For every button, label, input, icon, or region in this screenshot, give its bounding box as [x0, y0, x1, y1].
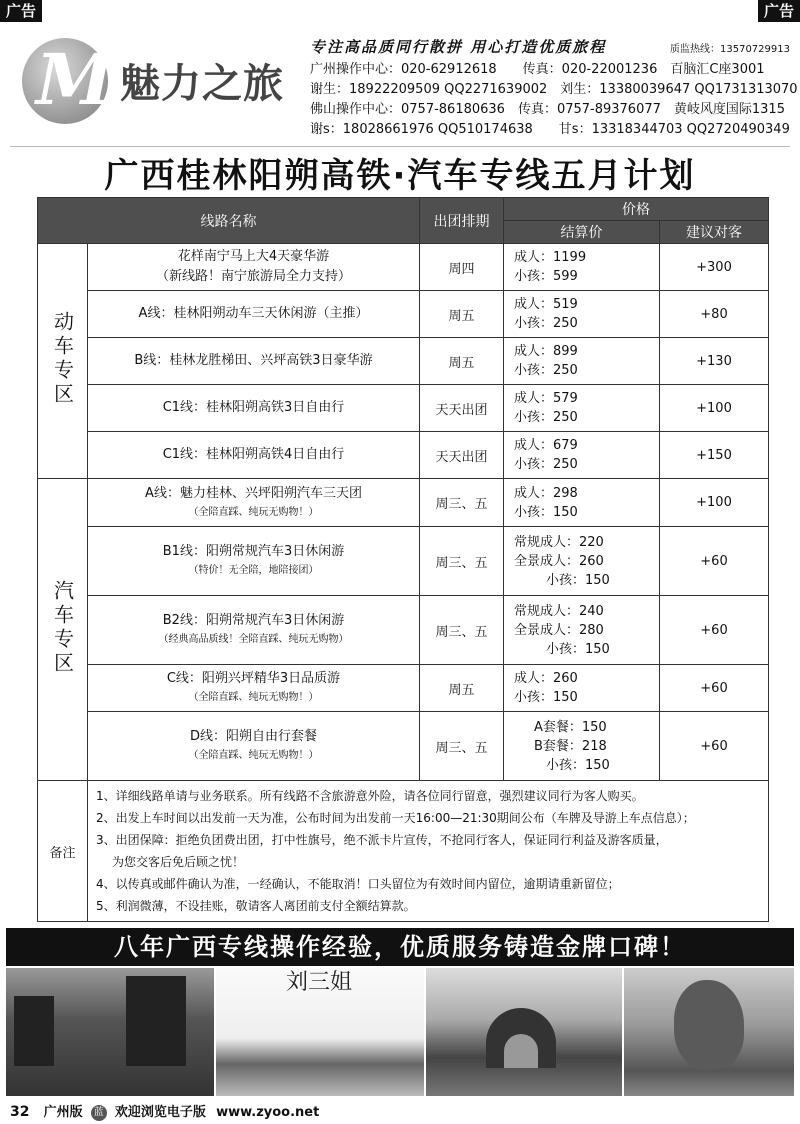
- price-line: B套餐：218: [534, 738, 607, 754]
- table-row: [38, 385, 769, 432]
- footer-url[interactable]: www.zyoo.net: [216, 1105, 320, 1120]
- price-line: 小孩：150: [514, 690, 578, 705]
- agency-header: [10, 28, 798, 147]
- suggest-cell: +60: [660, 527, 769, 596]
- table-row: [38, 527, 769, 596]
- route-title: C1线：桂林阳朔高铁4日自由行: [162, 447, 345, 462]
- arch-hole-shape: [504, 1034, 538, 1068]
- edition-badge: 蓝: [91, 1105, 107, 1121]
- price-line: A套餐：150: [534, 719, 607, 735]
- table-row: [38, 432, 769, 479]
- page-title: 广西桂林阳朔高铁·汽车专线五月计划: [104, 156, 696, 196]
- table-row: [38, 479, 769, 527]
- photo-old-street: [6, 968, 214, 1096]
- note-line: 5、利润微薄，不设挂账，敬请客人离团前支付全额结算款。: [96, 899, 416, 913]
- header-route: 线路名称: [38, 198, 420, 244]
- header-price: 价格: [504, 198, 769, 221]
- table-row: [38, 596, 769, 665]
- price-line: 成人：579: [514, 391, 578, 406]
- note-line: 为您交客后免后顾之忧！: [112, 855, 245, 869]
- suggest-cell: +150: [660, 432, 769, 479]
- promo-banner: 八年广西专线操作经验，优质服务铸造金牌口碑！: [6, 928, 794, 966]
- logo-letter: M: [36, 38, 114, 121]
- schedule-cell: 周三、五: [420, 596, 504, 665]
- header-schedule: 出团排期: [420, 198, 504, 244]
- route-note: （全陪直踩、纯玩无购物！）: [188, 506, 319, 518]
- notes-label: 备注: [38, 781, 88, 922]
- price-line: 小孩：150: [546, 641, 610, 657]
- schedule-cell: 周五: [420, 665, 504, 712]
- page-number: 32: [10, 1104, 30, 1120]
- route-title: 花样南宁马上大4天豪华游: [177, 249, 330, 264]
- table-row: [38, 712, 769, 781]
- price-line: 常规成人：240: [514, 603, 604, 619]
- contact-line: 佛山操作中心：0757-86180636 传真：0757-89376077 黄岐风度国际1315: [310, 102, 785, 117]
- price-line: 成人：519: [514, 297, 578, 312]
- price-line: 小孩：250: [514, 316, 578, 331]
- edition-label: 广州版: [43, 1105, 83, 1120]
- hotline: 质监热线：13570729913: [670, 44, 790, 55]
- schedule-cell: 天天出团: [420, 432, 504, 479]
- price-line: 成人：1199: [514, 250, 587, 265]
- note-line: 1、详细线路单请与业务联系。所有线路不含旅游意外险，请各位同行留意，强烈建议同行为客人购买。: [96, 789, 644, 803]
- schedule-cell: 周三、五: [420, 712, 504, 781]
- table-row: [38, 665, 769, 712]
- route-title: B线：桂林龙胜梯田、兴坪高铁3日豪华游: [134, 353, 373, 368]
- photo-liu-sanjie: [216, 968, 424, 1096]
- price-line: 小孩：599: [514, 269, 578, 284]
- route-title: B1线：阳朔常规汽车3日休闲游: [162, 544, 345, 559]
- contact-list: [310, 60, 798, 140]
- route-title: B2线：阳朔常规汽车3日休闲游: [162, 613, 345, 628]
- suggest-cell: +60: [660, 665, 769, 712]
- route-title: C线：阳朔兴坪精华3日品质游: [166, 671, 341, 686]
- page-footer: [10, 1103, 319, 1122]
- slogan-row: [310, 36, 790, 58]
- schedule-cell: 天天出团: [420, 385, 504, 432]
- suggest-cell: +100: [660, 479, 769, 527]
- schedule-cell: 周五: [420, 338, 504, 385]
- schedule-cell: 周四: [420, 244, 504, 291]
- slogan: 专注高品质同行散拼 用心打造优质旅程: [310, 38, 607, 56]
- header-settle: 结算价: [504, 221, 660, 244]
- price-line: 成人：679: [514, 438, 578, 453]
- calligraphy-text: 刘三姐: [286, 970, 353, 995]
- zone-label: 汽车专区: [50, 579, 75, 676]
- suggest-cell: +130: [660, 338, 769, 385]
- header-suggest: 建议对客: [660, 221, 769, 244]
- note-line: 4、以传真或邮件确认为准，一经确认，不能取消！口头留位为有效时间内留位，逾期请重新留位；: [96, 877, 620, 891]
- route-note: （经典高品质线！全陪直踩、纯玩无购物）: [158, 634, 349, 645]
- rock-shape: [674, 980, 744, 1070]
- price-line: 小孩：150: [546, 757, 610, 773]
- route-note: （全陪直踩、纯玩无购物！）: [188, 692, 319, 703]
- notes-cell: [88, 781, 769, 922]
- schedule-cell: 周三、五: [420, 527, 504, 596]
- ad-label-left: 广告: [0, 0, 42, 22]
- price-line: 全景成人：280: [514, 622, 604, 638]
- price-line: 常规成人：220: [514, 534, 604, 550]
- suggest-cell: +300: [660, 244, 769, 291]
- route-title: A线：桂林阳朔动车三天休闲游（主推）: [138, 306, 369, 321]
- route-note: （全陪直踩、纯玩无购物！）: [188, 750, 319, 761]
- notes-row: [38, 781, 769, 922]
- suggest-cell: +100: [660, 385, 769, 432]
- route-note: （新线路！南宁旅游局全力支持）: [155, 269, 351, 284]
- footer-text: 欢迎浏览电子版: [114, 1105, 206, 1120]
- price-line: 小孩：150: [514, 504, 578, 520]
- contact-line: 广州操作中心：020-62912618 传真：020-22001236 百脑汇C座3001: [310, 62, 765, 77]
- building-shape: [14, 996, 54, 1066]
- ad-label-right: 广告: [758, 0, 800, 22]
- route-title: C1线：桂林阳朔高铁3日自由行: [162, 400, 345, 415]
- price-line: 小孩：250: [514, 410, 578, 425]
- route-title: A线：魅力桂林、兴坪阳朔汽车三天团: [145, 485, 362, 501]
- suggest-cell: +60: [660, 712, 769, 781]
- contact-line: 谢s：18028661976 QQ510174638 甘s：13318344703 QQ2720490349: [310, 122, 790, 137]
- contact-line: 谢生：18922209509 QQ2271639002 刘生：13380039647 QQ1731313070: [310, 82, 798, 97]
- suggest-cell: +80: [660, 291, 769, 338]
- price-line: 成人：260: [514, 671, 578, 686]
- route-note: （特价！无全陪，地陪接团）: [188, 565, 319, 576]
- schedule-cell: 周三、五: [420, 479, 504, 527]
- note-line: 2、出发上车时间以出发前一天为准，公布时间为出发前一天16:00—21:30期间公布（车牌及导游上车点信息）；: [96, 811, 695, 825]
- price-line: 成人：298: [514, 485, 578, 501]
- zone-label: 动车专区: [50, 311, 75, 407]
- building-shape: [126, 976, 186, 1066]
- route-title: D线：阳朔自由行套餐: [189, 729, 317, 744]
- photo-carved-rock: [624, 968, 794, 1096]
- suggest-cell: +60: [660, 596, 769, 665]
- photo-strip: [6, 968, 794, 1096]
- price-line: 成人：899: [514, 344, 578, 359]
- route-price-table: [37, 197, 769, 922]
- zone-cell: [38, 479, 88, 781]
- brand-name: 魅力之旅: [120, 61, 284, 107]
- price-line: 小孩：250: [514, 457, 578, 472]
- brand-logo: [16, 34, 306, 134]
- table-row: [38, 338, 769, 385]
- photo-elephant-trunk-hill: [426, 968, 622, 1096]
- price-line: 全景成人：260: [514, 553, 604, 569]
- schedule-cell: 周五: [420, 291, 504, 338]
- table-row: [38, 291, 769, 338]
- zone-cell: [38, 244, 88, 479]
- price-line: 小孩：150: [546, 572, 610, 588]
- table-row: [38, 244, 769, 291]
- price-line: 小孩：250: [514, 363, 578, 378]
- note-line: 3、出团保障：拒绝负团费出团，打中性旗号，绝不派卡片宣传，不抢同行客人，保证同行利益及游客质量，: [96, 833, 668, 847]
